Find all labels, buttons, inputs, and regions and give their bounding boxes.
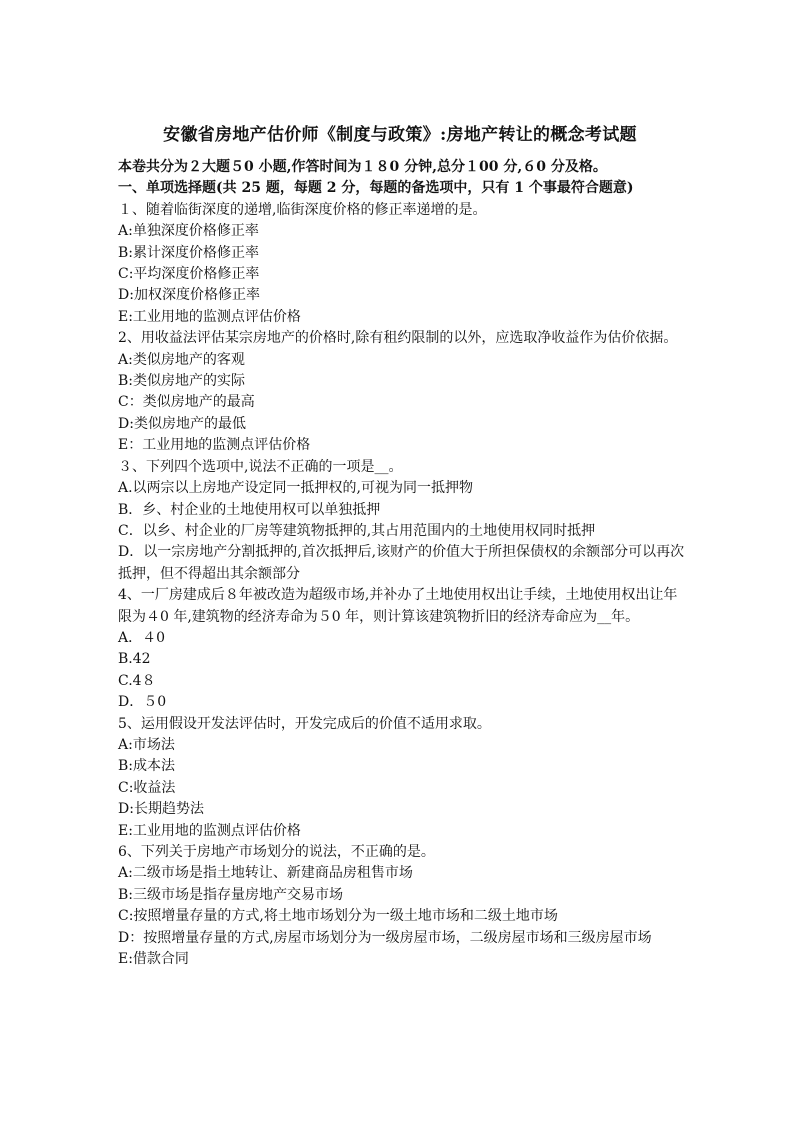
question-stem: 5、运用假设开发法评估时，开发完成后的价值不适用求取。	[118, 715, 491, 732]
option-d: D：按照增量存量的方式,房屋市场划分为一级房屋市场，二级房屋市场和三级房屋市场	[118, 929, 652, 946]
option-e: E:工业用地的监测点评估价格	[118, 308, 301, 325]
option-d: D:长期趋势法	[118, 801, 204, 818]
option-a: A:类似房地产的客观	[118, 351, 245, 368]
option-a: A．４0	[118, 629, 166, 646]
question-stem: 6、下列关于房地产市场划分的说法，不正确的是。	[118, 844, 435, 860]
option-d: D．以一宗房地产分割抵押的,首次抵押后,该财产的价值大于所担保债权的余额部分可以再次抵押，但不得超出其余额部分	[118, 544, 685, 582]
option-a: A:单独深度价格修正率	[118, 223, 259, 240]
option-b: B:成本法	[118, 758, 176, 775]
option-a: A.以两宗以上房地产设定同一抵押权的,可视为同一抵押物	[118, 480, 474, 497]
section-heading: 一、单项选择题(共 25 题，每题 2 分，每题的备选项中，只有 1 个事最符合题意)	[118, 180, 634, 197]
option-c: C:收益法	[118, 779, 176, 796]
option-b: B:累计深度价格修正率	[118, 244, 260, 261]
option-a: A:二级市场是指土地转让、新建商品房租售市场	[118, 865, 413, 882]
exam-intro: 本卷共分为２大题５0 小题,作答时间为１８0 分钟,总分１00 分,６0 分及格。	[118, 159, 607, 175]
question-stem: １、随着临街深度的递增,临街深度价格的修正率递增的是。	[118, 201, 487, 218]
option-a: A:市场法	[118, 736, 175, 753]
option-d: D:加权深度价格修正率	[118, 287, 260, 304]
option-b: B．乡、村企业的土地使用权可以单独抵押	[118, 501, 381, 518]
question-stem: 4、一厂房建成后８年被改造为超级市场,并补办了土地使用权出让手续，土地使用权出让年限为４0 年,建筑物的经济寿命为５0 年，则计算该建筑物折旧的经济寿命应为__年。	[118, 587, 678, 625]
option-c: C:平均深度价格修正率	[118, 266, 260, 283]
option-d: D:类似房地产的最低	[118, 415, 246, 432]
option-b: B:类似房地产的实际	[118, 373, 246, 390]
option-e: E：工业用地的监测点评估价格	[118, 437, 311, 454]
option-e: E:借款合同	[118, 951, 189, 968]
question-stem: ３、下列四个选项中,说法不正确的一项是__。	[118, 458, 403, 475]
option-d: D．５0	[118, 694, 167, 711]
option-c: C：类似房地产的最高	[118, 394, 255, 411]
option-c: C.4８	[118, 672, 156, 689]
option-c: C:按照增量存量的方式,将土地市场划分为一级土地市场和二级土地市场	[118, 908, 558, 925]
question-stem: 2、用收益法评估某宗房地产的价格时,除有租约限制的以外，应选取净收益作为估价依据。	[118, 330, 678, 347]
document-body	[118, 157, 688, 970]
option-e: E:工业用地的监测点评估价格	[118, 822, 301, 839]
option-b: B.42	[118, 651, 151, 668]
option-b: B:三级市场是指存量房地产交易市场	[118, 886, 344, 903]
option-c: C．以乡、村企业的厂房等建筑物抵押的,其占用范围内的土地使用权同时抵押	[118, 522, 596, 539]
document-title: 安徽省房地产估价师《制度与政策》:房地产转让的概念考试题	[163, 125, 637, 145]
